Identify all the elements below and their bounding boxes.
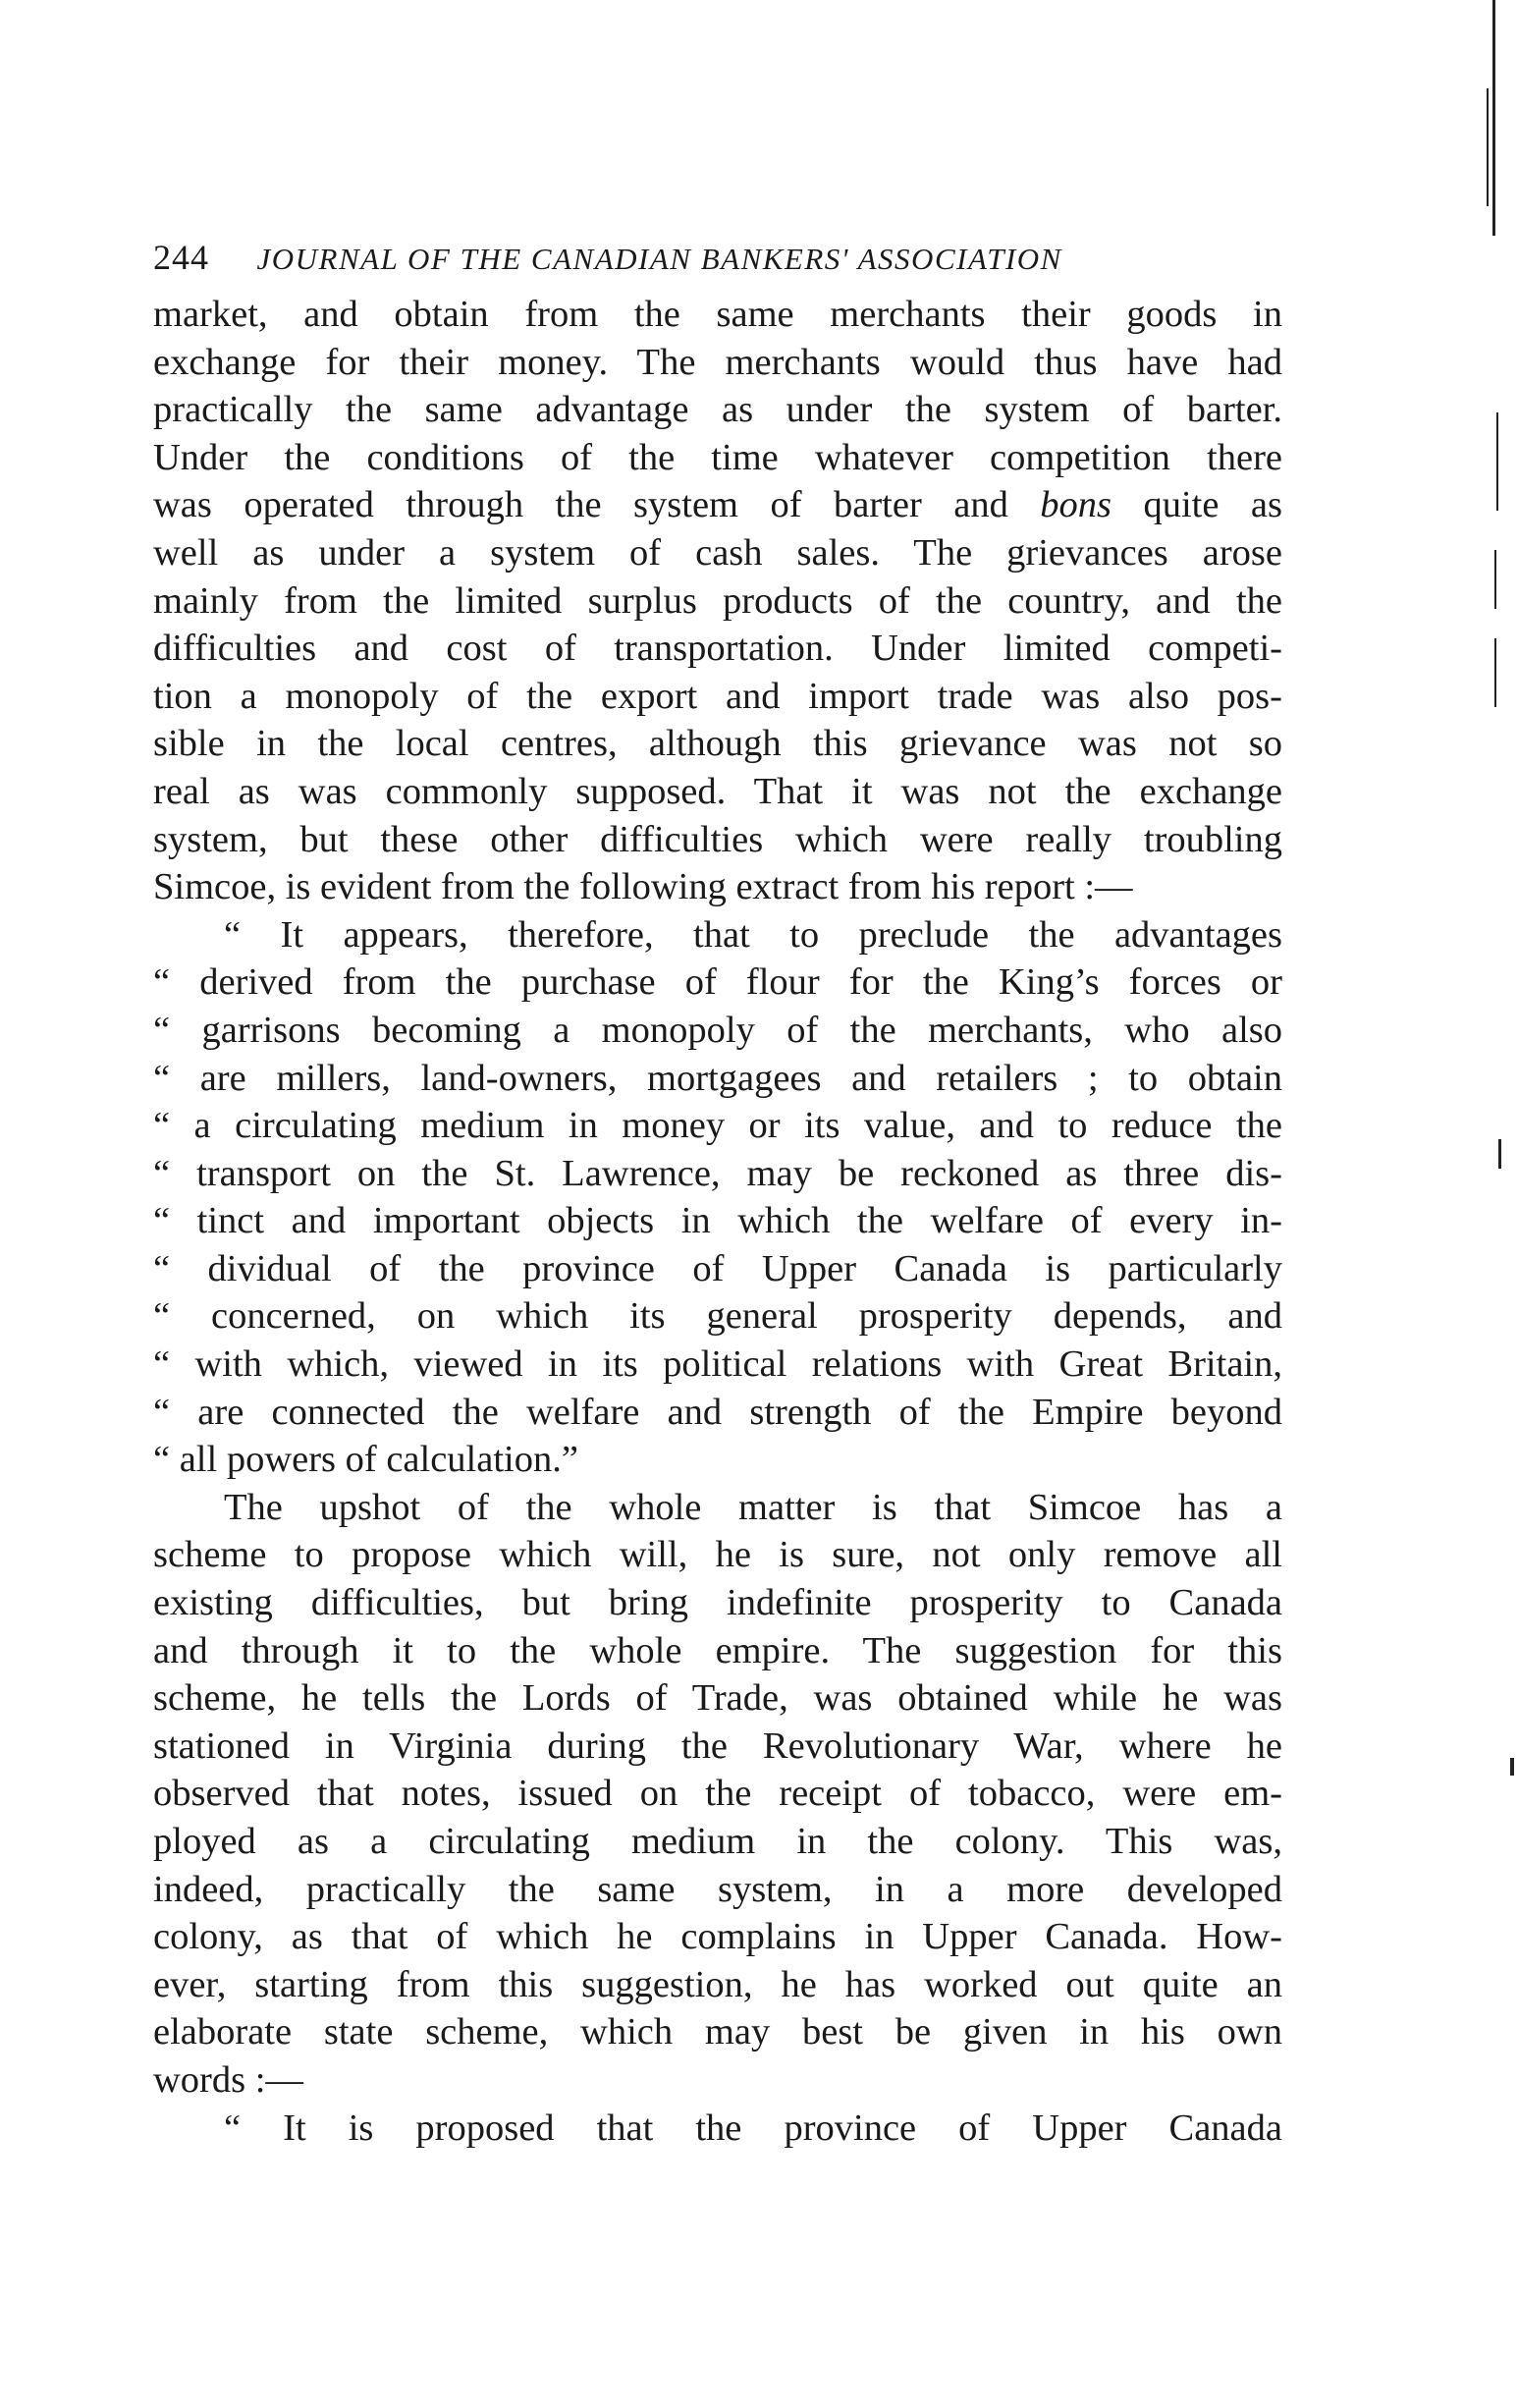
text-line: exchange for their money. The merchants would thus have had (153, 341, 1282, 383)
scan-edge-mark (1510, 1758, 1514, 1776)
running-title: JOURNAL OF THE CANADIAN BANKERS' ASSOCIATION (256, 242, 1062, 276)
text-line: “ all powers of calculation.” (153, 1439, 578, 1481)
text-line: “ It appears, therefore, that to preclude the advantages (224, 913, 1282, 956)
text-line: words :— (153, 2058, 303, 2101)
scan-edge-mark (1496, 412, 1498, 511)
page-header (153, 228, 1282, 287)
text-line: scheme to propose which will, he is sure, not only remove all (153, 1534, 1282, 1576)
text-line (153, 481, 1282, 529)
text-line: The upshot of the whole matter is that Simcoe has a (224, 1486, 1282, 1528)
text-line: “ are millers, land-owners, mortgagees and retailers ; to obtain (153, 1057, 1282, 1099)
text-line: “ tinct and important objects in which the welfare of every in- (153, 1200, 1282, 1242)
text-line: ployed as a circulating medium in the colony. This was, (153, 1821, 1282, 1862)
body-text (153, 291, 1282, 2152)
text-line: ever, starting from this suggestion, he has worked out quite an (153, 1963, 1282, 2005)
scan-edge-mark (1487, 88, 1489, 206)
italic-word: bons (1040, 484, 1112, 526)
text-line: mainly from the limited surplus products of the country, and the (153, 579, 1282, 622)
text-line: Simcoe, is evident from the following extract from his report :— (153, 866, 1133, 908)
text-line: tion a monopoly of the export and import trade was also pos- (153, 675, 1282, 717)
scan-edge-mark (1494, 638, 1496, 707)
text-line: “ transport on the St. Lawrence, may be reckoned as three dis- (153, 1152, 1282, 1194)
text-line: Under the conditions of the time whatever competition there (153, 436, 1282, 478)
text-line: “ a circulating medium in money or its value, and to reduce the (153, 1105, 1282, 1147)
text-line: colony, as that of which he complains in Upper Canada. How- (153, 1916, 1282, 1958)
text-line: existing difficulties, but bring indefinite prosperity to Canada (153, 1582, 1282, 1624)
text-line: real as was commonly supposed. That it was not the exchange (153, 770, 1282, 812)
text-line: indeed, practically the same system, in a more developed (153, 1868, 1282, 1910)
text-line: scheme, he tells the Lords of Trade, was obtained while he was (153, 1677, 1282, 1720)
text-line: well as under a system of cash sales. The grievances arose (153, 531, 1282, 574)
text-line: system, but these other difficulties which were really troubling (153, 818, 1282, 860)
scan-edge-mark (1494, 550, 1496, 609)
page-number: 244 (153, 238, 209, 277)
text-line: difficulties and cost of transportation. Under limited competi- (153, 628, 1282, 670)
scan-edge-mark (1498, 1139, 1501, 1169)
text-line: “ derived from the purchase of flour for the King’s forces or (153, 961, 1282, 1004)
text-line: elaborate state scheme, which may best be given in his own (153, 2011, 1282, 2053)
text-line: “ dividual of the province of Upper Canada is particularly (153, 1247, 1282, 1289)
text-line: “ with which, viewed in its political relations with Great Britain, (153, 1343, 1282, 1386)
scan-edge-mark (1492, 0, 1495, 236)
text-line: market, and obtain from the same merchants their goods in (153, 294, 1282, 335)
text-span: quite as (1111, 484, 1282, 526)
text-span: was operated through the system of barter and (153, 484, 1041, 526)
text-line: “ It is proposed that the province of Upper Canada (224, 2107, 1282, 2149)
text-line: stationed in Virginia during the Revolutionary War, where he (153, 1724, 1282, 1767)
text-line: observed that notes, issued on the receipt of tobacco, were em- (153, 1773, 1282, 1815)
text-line: “ are connected the welfare and strength of the Empire beyond (153, 1391, 1282, 1433)
text-line: “ concerned, on which its general prosperity depends, and (153, 1295, 1282, 1338)
text-line: and through it to the whole empire. The suggestion for this (153, 1629, 1282, 1671)
text-line: sible in the local centres, although this grievance was not so (153, 723, 1282, 765)
text-line: “ garrisons becoming a monopoly of the merchants, who also (153, 1009, 1282, 1051)
text-line: practically the same advantage as under the system of barter. (153, 389, 1282, 431)
